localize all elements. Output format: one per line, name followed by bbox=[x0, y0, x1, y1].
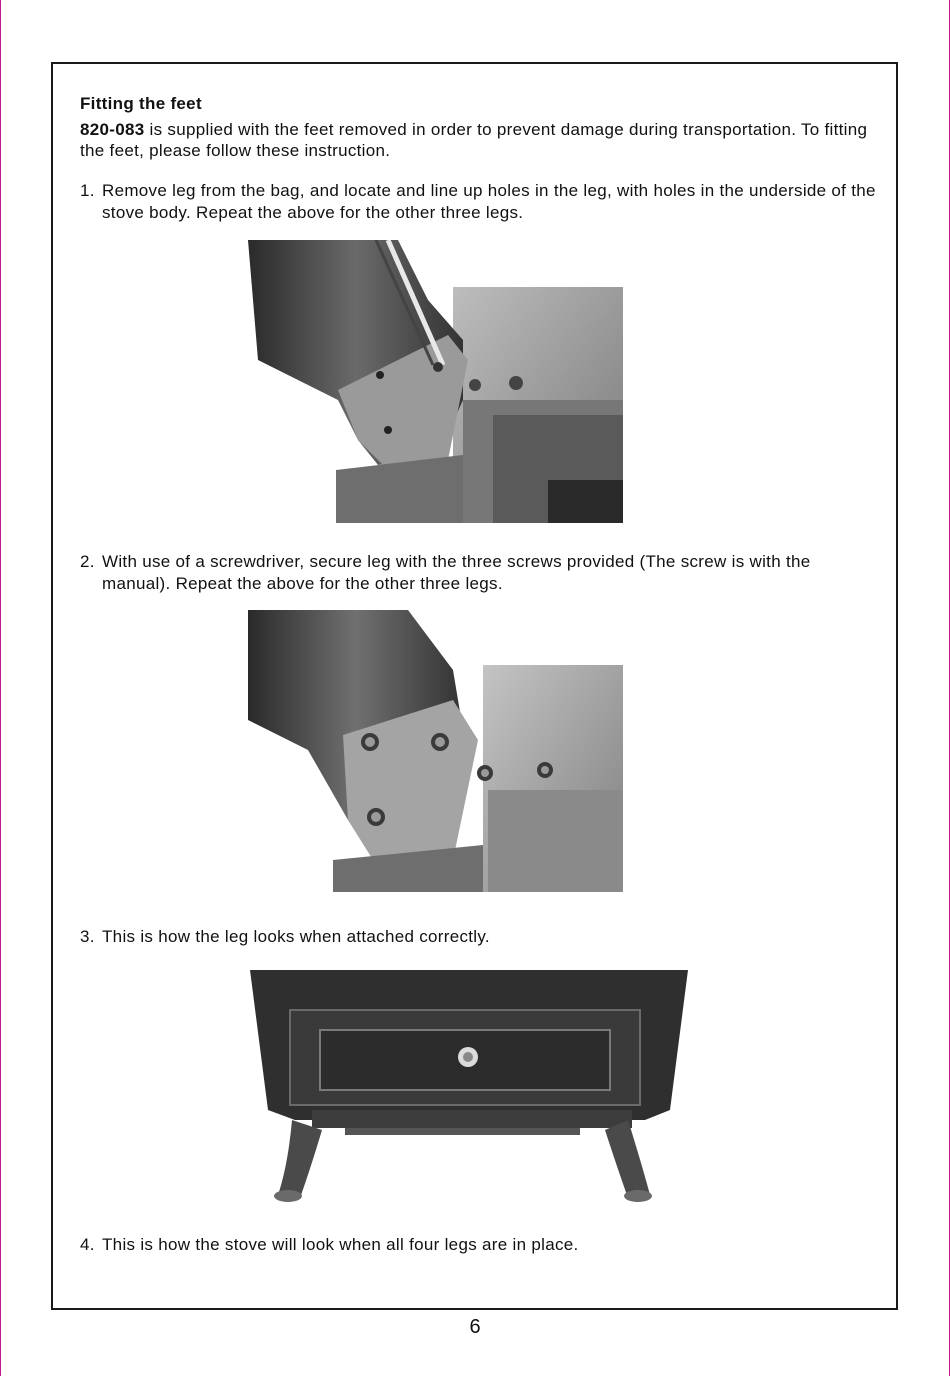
intro-text: is supplied with the feet removed in order to prevent damage during transportation. To fitting the feet, please follow these instruction. bbox=[80, 120, 868, 160]
page-edge-left bbox=[0, 0, 1, 1376]
photo-leg-alignment bbox=[248, 240, 623, 523]
step-4 bbox=[80, 1234, 880, 1256]
step-number: 2. bbox=[80, 552, 95, 571]
page-number: 6 bbox=[469, 1316, 481, 1338]
photo-leg-screwed bbox=[248, 610, 623, 892]
step-3 bbox=[80, 926, 880, 948]
step-text: This is how the leg looks when attached correctly. bbox=[102, 927, 490, 946]
step-number: 1. bbox=[80, 181, 95, 200]
step-number: 4. bbox=[80, 1235, 95, 1254]
model-number: 820-083 bbox=[80, 120, 145, 139]
step-text: With use of a screwdriver, secure leg with the three screws provided (The screw is with the manual). Repeat the above for the other three legs. bbox=[102, 552, 811, 593]
step-1 bbox=[80, 180, 880, 224]
section-heading: Fitting the feet bbox=[80, 94, 202, 113]
photo-stove-with-legs bbox=[250, 970, 688, 1210]
step-number: 3. bbox=[80, 927, 95, 946]
step-text: Remove leg from the bag, and locate and line up holes in the leg, with holes in the underside of the stove body. Repeat the above for the other three legs. bbox=[102, 181, 876, 222]
intro-paragraph bbox=[80, 119, 870, 161]
step-text: This is how the stove will look when all four legs are in place. bbox=[102, 1235, 579, 1254]
step-2 bbox=[80, 551, 880, 595]
